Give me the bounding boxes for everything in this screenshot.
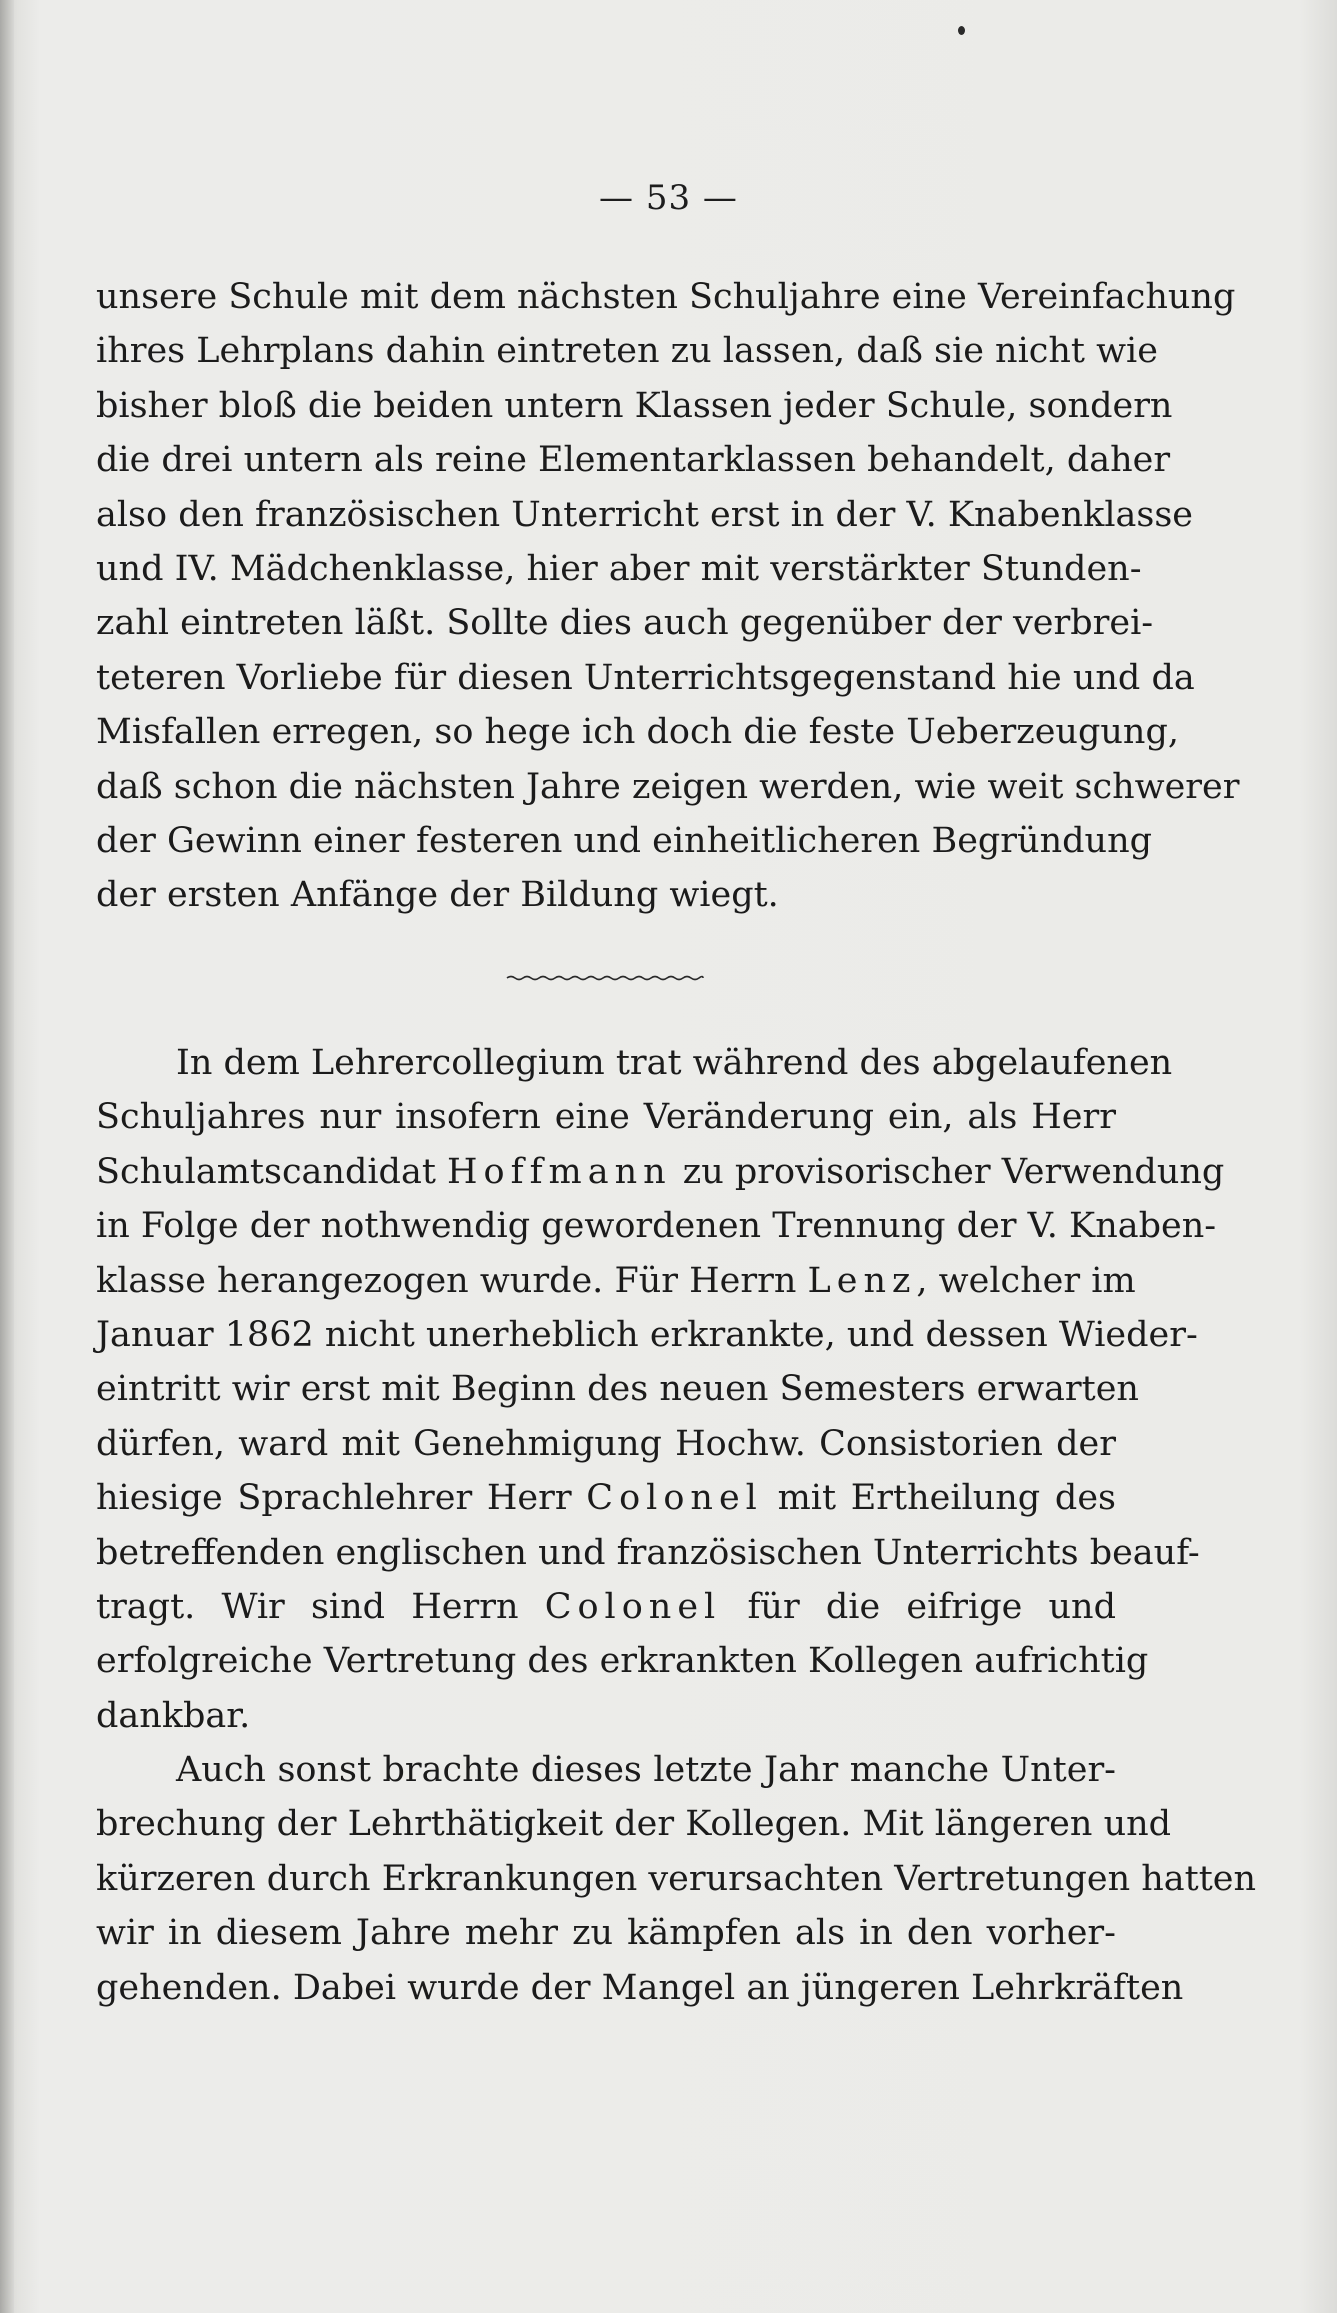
line-segment: klasse herangezogen wurde. Für Herrn <box>96 1260 808 1301</box>
person-name: Colonel <box>586 1478 763 1519</box>
text-line: daß schon die nächsten Jahre zeigen werden, wie weit schwerer <box>96 766 1240 807</box>
text-line: wir in diesem Jahre mehr zu kämpfen als in den vorher- <box>96 1913 1116 1954</box>
text-line: Auch sonst brachte dieses letzte Jahr manche Unter- <box>176 1750 1116 1791</box>
line-segment: Schulamtscandidat <box>96 1151 448 1192</box>
text-line: dürfen, ward mit Genehmigung Hochw. Consistorien der <box>96 1423 1116 1464</box>
text-line: eintritt wir erst mit Beginn des neuen Semesters erwarten <box>96 1369 1139 1410</box>
text-line: In dem Lehrercollegium trat während des abgelaufenen <box>176 1043 1173 1083</box>
section-divider <box>505 973 705 983</box>
text-line: Misfallen erregen, so hege ich doch die feste Ueberzeugung, <box>96 712 1179 753</box>
text-line: zahl eintreten läßt. Sollte dies auch gegenüber der verbrei- <box>96 603 1154 644</box>
text-line: gehenden. Dabei wurde der Mangel an jüngeren Lehrkräften <box>96 1967 1184 2008</box>
text-line: der ersten Anfänge der Bildung wiegt. <box>96 875 779 916</box>
line-segment: tragt. Wir sind Herrn <box>96 1586 545 1627</box>
text-line <box>96 1145 1225 1199</box>
text-line: in Folge der nothwendig gewordenen Trennung der V. Knaben- <box>96 1206 1217 1247</box>
text-line <box>96 1471 1116 1525</box>
line-segment: hiesige Sprachlehrer Herr <box>96 1478 587 1519</box>
person-name: Colonel <box>544 1586 722 1627</box>
line-segment: , welcher im <box>916 1260 1136 1301</box>
person-name: Lenz <box>807 1260 917 1301</box>
text-line: der Gewinn einer festeren und einheitlicheren Begründung <box>96 820 1153 861</box>
paragraph-2-and-3 <box>96 1036 1257 2015</box>
paragraph-1 <box>96 270 1240 923</box>
text-line: kürzeren durch Erkrankungen verursachten Vertretungen hatten <box>96 1858 1257 1899</box>
text-line: dankbar. <box>96 1695 251 1736</box>
page-spine-shadow <box>0 0 14 2313</box>
text-line: brechung der Lehrthätigkeit der Kollegen. Mit längeren und <box>96 1804 1172 1845</box>
page-number: — 53 — <box>599 178 738 218</box>
text-line: Januar 1862 nicht unerheblich erkrankte, und dessen Wieder- <box>96 1314 1198 1355</box>
line-segment: für die eifrige und <box>721 1586 1116 1627</box>
text-line: unsere Schule mit dem nächsten Schuljahre eine Vereinfachung <box>96 277 1236 317</box>
text-line: erfolgreiche Vertretung des erkrankten Kollegen aufrichtig <box>96 1641 1149 1682</box>
person-name: Hoffmann <box>447 1151 672 1192</box>
text-line: und IV. Mädchenklasse, hier aber mit verstärkter Stunden- <box>96 548 1142 589</box>
line-segment: zu provisorischer Verwendung <box>671 1151 1225 1192</box>
text-line <box>96 1580 1116 1634</box>
text-line: also den französischen Unterricht erst in der V. Knabenklasse <box>96 494 1194 535</box>
text-line <box>96 1254 1136 1308</box>
text-line: Schuljahres nur insofern eine Veränderung ein, als Herr <box>96 1097 1116 1138</box>
text-line: betreffenden englischen und französischen Unterrichts beauf- <box>96 1532 1200 1573</box>
line-segment: mit Ertheilung des <box>762 1478 1116 1519</box>
ink-speck <box>958 26 965 35</box>
text-line: bisher bloß die beiden untern Klassen jeder Schule, sondern <box>96 385 1173 426</box>
text-line: ihres Lehrplans dahin eintreten zu lassen, daß sie nicht wie <box>96 331 1158 372</box>
text-line: teteren Vorliebe für diesen Unterrichtsgegenstand hie und da <box>96 657 1195 698</box>
text-line: die drei untern als reine Elementarklassen behandelt, daher <box>96 440 1171 481</box>
